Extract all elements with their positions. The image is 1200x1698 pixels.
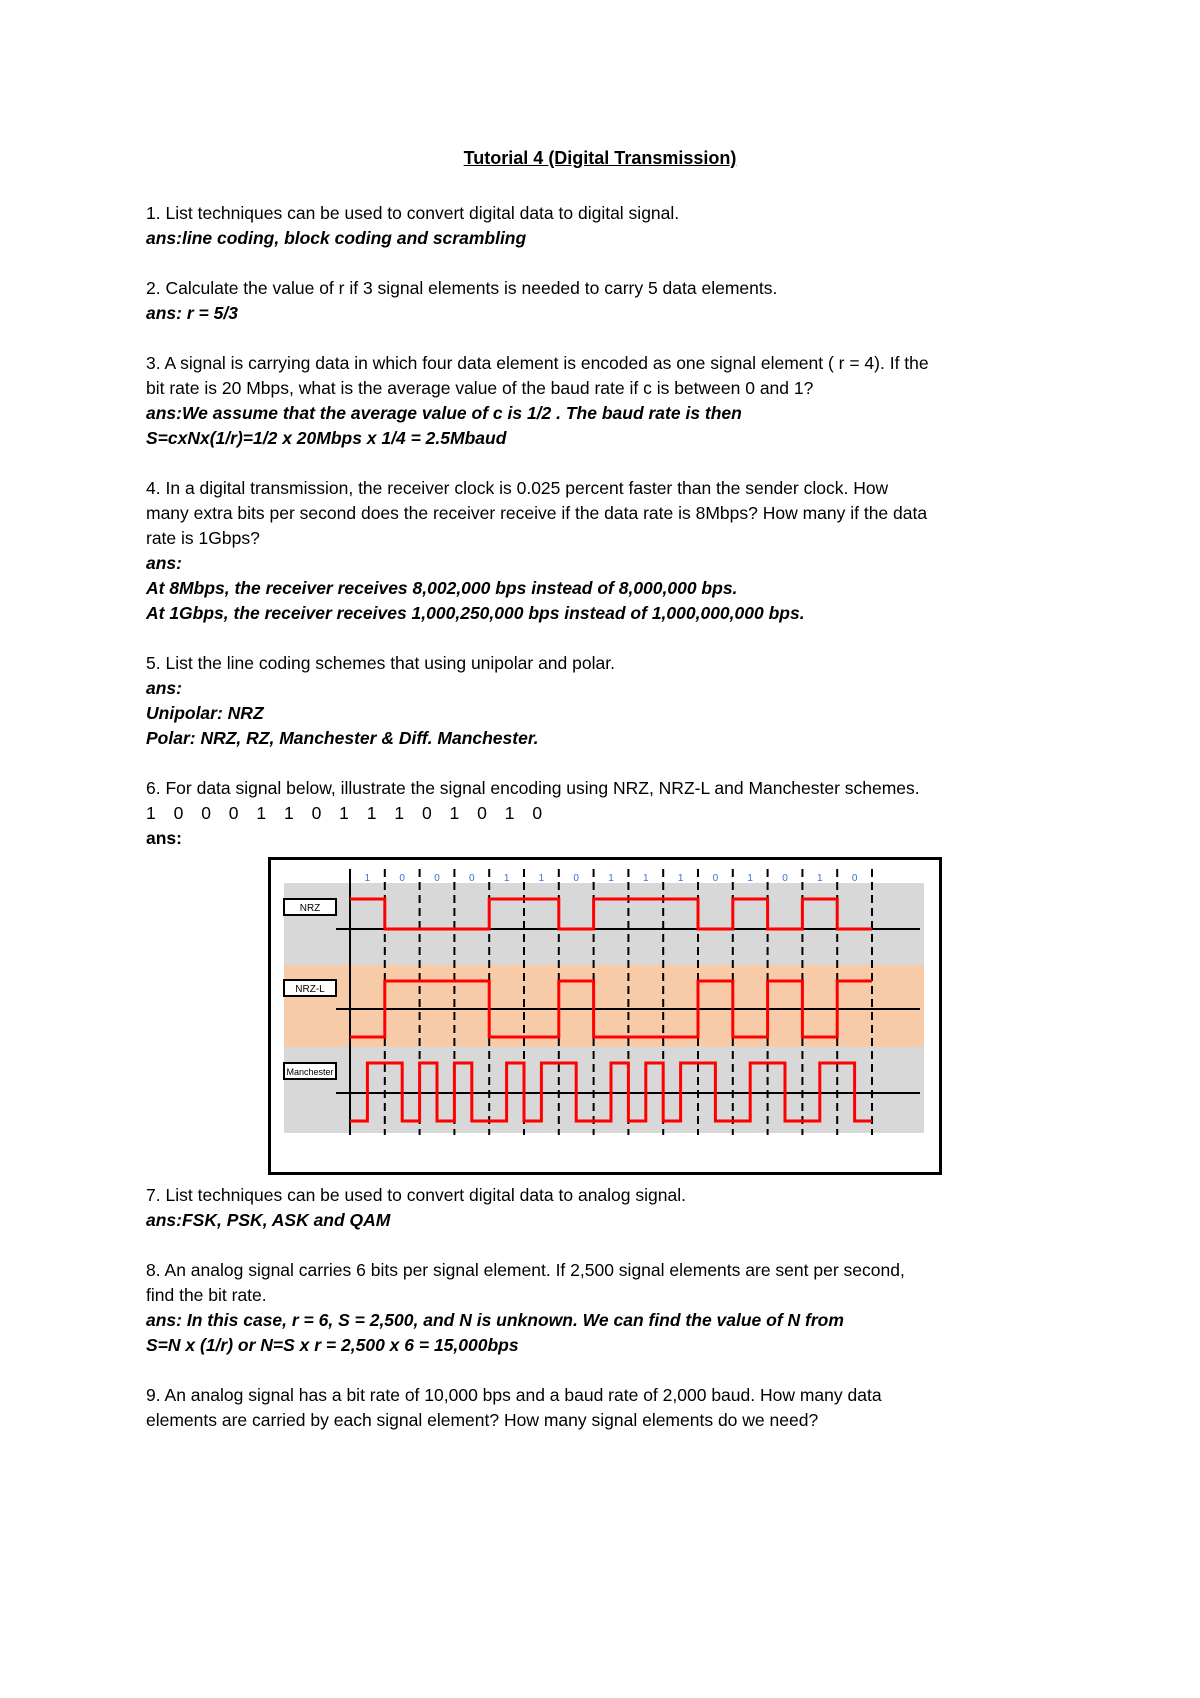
bit-label: 0 (399, 873, 405, 884)
bit-label: 1 (364, 873, 371, 884)
bit-label: 1 (608, 873, 614, 884)
answer-3-line-1: ans:We assume that the average value of c is 1/2 . The baud rate is then (146, 403, 742, 423)
question-number: 8. (146, 1260, 161, 1280)
row-label: NRZ-L (295, 984, 325, 995)
question-7 (146, 1183, 1066, 1208)
answer-6-label: ans: (146, 828, 182, 848)
question-number: 1. (146, 203, 161, 223)
encoding-diagram-svg (268, 857, 942, 1175)
question-text: List the line coding schemes that using unipolar and polar. (165, 653, 615, 673)
question-3 (146, 351, 1066, 376)
answer-4-label: ans: (146, 553, 182, 573)
question-text: An analog signal carries 6 bits per signal element. If 2,500 signal elements are sent per second, (164, 1260, 905, 1280)
answer-5-line-2: Polar: NRZ, RZ, Manchester & Diff. Manchester. (146, 728, 539, 748)
question-4-line-2: many extra bits per second does the receiver receive if the data rate is 8Mbps? How many if the data (146, 503, 928, 523)
question-number: 9. (146, 1385, 161, 1405)
question-4 (146, 476, 1066, 501)
bit-label: 0 (712, 873, 719, 884)
answer-8-line-1: ans: In this case, r = 6, S = 2,500, and N is unknown. We can find the value of N from (146, 1310, 844, 1330)
answer-1: ans:line coding, block coding and scrambling (146, 228, 527, 248)
question-2 (146, 276, 1066, 301)
question-number: 4. (146, 478, 161, 498)
bit-label: 0 (851, 873, 858, 884)
nrz-band (284, 883, 924, 965)
question-3-line-2: bit rate is 20 Mbps, what is the average value of the baud rate if c is between 0 and 1? (146, 378, 814, 398)
question-text: For data signal below, illustrate the signal encoding using NRZ, NRZ-L and Manchester schemes. (165, 778, 920, 798)
question-text: Calculate the value of r if 3 signal elements is needed to carry 5 data elements. (165, 278, 778, 298)
question-8-line-2: find the bit rate. (146, 1285, 267, 1305)
bit-label: 1 (677, 873, 684, 884)
answer-4-line-1: At 8Mbps, the receiver receives 8,002,000 bps instead of 8,000,000 bps. (146, 578, 738, 598)
bit-label: 1 (503, 873, 510, 884)
question-number: 6. (146, 778, 161, 798)
bit-label: 1 (747, 873, 753, 884)
answer-2: ans: r = 5/3 (146, 303, 238, 323)
question-9-line-2: elements are carried by each signal element? How many signal elements do we need? (146, 1410, 819, 1430)
row-label: NRZ (299, 903, 321, 914)
question-number: 2. (146, 278, 161, 298)
question-5 (146, 651, 1066, 676)
answer-3-line-2: S=cxNx(1/r)=1/2 x 20Mbps x 1/4 = 2.5Mbaud (146, 428, 507, 448)
bit-label: 0 (573, 873, 579, 884)
question-9 (146, 1383, 1066, 1408)
bit-label: 0 (469, 873, 475, 884)
question-1 (146, 201, 1066, 226)
question-number: 3. (146, 353, 161, 373)
encoding-diagram (268, 857, 942, 1175)
answer-4-line-2: At 1Gbps, the receiver receives 1,000,250,000 bps instead of 1,000,000,000 bps. (146, 603, 805, 623)
answer-5-label: ans: (146, 678, 182, 698)
question-text: List techniques can be used to convert digital data to analog signal. (165, 1185, 686, 1205)
question-6 (146, 776, 1066, 801)
page-title: Tutorial 4 (Digital Transmission) (463, 148, 737, 168)
answer-5-line-1: Unipolar: NRZ (146, 703, 264, 723)
answer-7: ans:FSK, PSK, ASK and QAM (146, 1210, 391, 1230)
question-number: 5. (146, 653, 161, 673)
question-text: In a digital transmission, the receiver clock is 0.025 percent faster than the sender clock. How (165, 478, 889, 498)
bit-label: 1 (817, 873, 823, 884)
data-bits: 1 0 0 0 1 1 0 1 1 1 0 1 0 1 0 (146, 803, 549, 823)
question-4-line-3: rate is 1Gbps? (146, 528, 260, 548)
nrz-l-band (284, 965, 924, 1047)
question-text: A signal is carrying data in which four data element is encoded as one signal element ( r = 4). If the (164, 353, 929, 373)
question-8 (146, 1258, 1066, 1283)
row-label: Manchester (286, 1067, 334, 1077)
bit-label: 1 (643, 873, 649, 884)
tutorial-body (146, 201, 1066, 1433)
answer-8-line-2: S=N x (1/r) or N=S x r = 2,500 x 6 = 15,000bps (146, 1335, 519, 1355)
question-number: 7. (146, 1185, 161, 1205)
bit-label: 1 (538, 873, 545, 884)
bit-label: 0 (782, 873, 788, 884)
question-text: An analog signal has a bit rate of 10,000 bps and a baud rate of 2,000 baud. How many data (164, 1385, 882, 1405)
bit-label: 0 (434, 873, 440, 884)
question-text: List techniques can be used to convert digital data to digital signal. (165, 203, 680, 223)
